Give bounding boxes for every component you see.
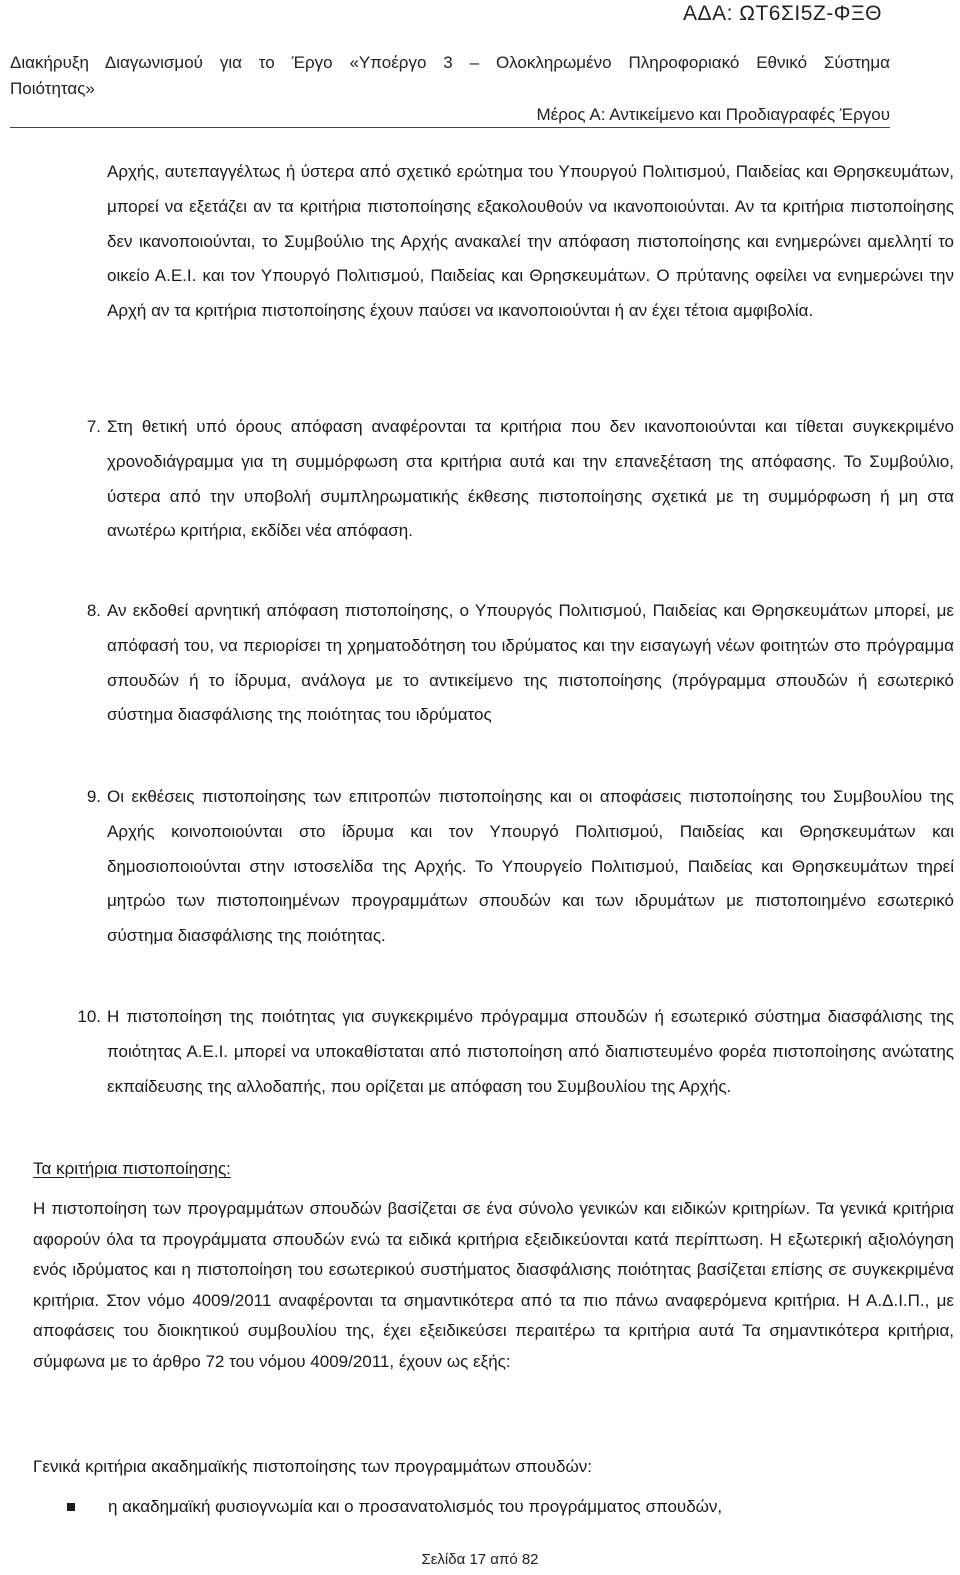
continuation-paragraph: Αρχής, αυτεπαγγέλτως ή ύστερα από σχετικό ερώτημα του Υπουργού Πολιτισμού, Παιδείας και Θρησκευμάτων, μπορεί να εξετάζει αν τα κριτήρια πιστοποίησης εξακολουθούν να ικανοποιούνται. Αν τα κριτήρια πιστοποίησης δεν ικανοποιούνται, το Συμβούλιο της Αρχής ανακαλεί την απόφαση πιστοποίησης και ενημερώνει αμελλητί το οικείο Α.Ε.Ι. και τον Υπουργό Πολιτισμού, Παιδείας και Θρησκευμάτων. Ο πρύτανης οφείλει να ενημερώνει την Αρχή αν τα κριτήρια πιστοποίησης έχουν παύσει να ικανοποιούνται ή αν έχει τέτοια αμφιβολία. xyxy=(107,162,954,321)
list-number: 8. xyxy=(86,601,101,620)
list-number: 9. xyxy=(86,787,101,806)
header-rule xyxy=(10,127,890,128)
criteria-title: Γενικά κριτήρια ακαδημαϊκής πιστοποίησης των προγραμμάτων σπουδών: xyxy=(33,1457,592,1476)
header-title-line2: Ποιότητας» xyxy=(10,79,95,98)
list-item-7 xyxy=(86,410,954,549)
section-paragraph: Η πιστοποίηση των προγραμμάτων σπουδών βασίζεται σε ένα σύνολο γενικών και ειδικών κριτηρίων. Τα γενικά κριτήρια αφορούν όλα τα προγράμματα σπουδών ενώ τα ειδικά κριτήρια εξειδικεύονται κατά περίπτωση. Η εξωτερική αξιολόγηση ενός ιδρύματος και η πιστοποίηση του εσωτερικού συστήματος διασφάλισης ποιότητας βασίζεται επίσης σε συγκεκριμένα κριτήρια. Στον νόμο 4009/2011 αναφέρονται τα σημαντικότερα από τα πιο πάνω αναφερόμενα κριτήρια. Η Α.Δ.Ι.Π., με αποφάσεις του διοικητικού συμβουλίου της, έχει εξειδικεύσει περαιτέρω τα κριτήρια αυτά Τα σημαντικότερα κριτήρια, σύμφωνα με το άρθρο 72 του νόμου 4009/2011, έχουν ως εξής: xyxy=(33,1199,954,1371)
list-number: 10. xyxy=(77,1007,101,1026)
list-item-8 xyxy=(86,594,954,733)
page-footer: Σελίδα 17 από 82 xyxy=(421,1551,539,1568)
list-item-text: Αν εκδοθεί αρνητική απόφαση πιστοποίησης, ο Υπουργός Πολιτισμού, Παιδείας και Θρησκευμάτων μπορεί, με απόφασή του, να περιορίσει τη χρηματοδότηση του ιδρύματος και την εισαγωγή νέων φοιτητών στο πρόγραμμα σπουδών ή το ίδρυμα, ανάλογα με το αντικείμενο της πιστοποίησης (πρόγραμμα σπουδών ή εσωτερικό σύστημα διασφάλισης της ποιότητας του ιδρύματος xyxy=(107,601,954,725)
list-number: 7. xyxy=(86,417,101,436)
list-item-text: Στη θετική υπό όρους απόφαση αναφέρονται τα κριτήρια που δεν ικανοποιούνται και τίθεται συγκεκριμένο χρονοδιάγραμμα για τη συμμόρφωση στα κριτήρια αυτά και την επανεξέταση της απόφασης. Το Συμβούλιο, ύστερα από την υποβολή συμπληρωματικής έκθεσης πιστοποίησης σχετικά με τη συμμόρφωση ή μη στα ανωτέρω κριτήρια, εκδίδει νέα απόφαση. xyxy=(107,417,954,541)
list-item-9 xyxy=(86,780,954,954)
bullet-text: η ακαδημαϊκή φυσιογνωμία και ο προσανατολισμός του προγράμματος σπουδών, xyxy=(108,1497,723,1516)
list-item-text: Οι εκθέσεις πιστοποίησης των επιτροπών πιστοποίησης και οι αποφάσεις πιστοποίησης του Συμβουλίου της Αρχής κοινοποιούνται στο ίδρυμα και τον Υπουργό Πολιτισμού, Παιδείας και Θρησκευμάτων και δημοσιοποιούνται στην ιστοσελίδα της Αρχής. Το Υπουργείο Πολιτισμού, Παιδείας και Θρησκευμάτων τηρεί μητρώο των πιστοποιημένων προγραμμάτων σπουδών και των ιδρυμάτων με πιστοποιημένο εσωτερικό σύστημα διασφάλισης της ποιότητας. xyxy=(107,787,954,946)
bullet-item xyxy=(67,1494,722,1520)
square-bullet-icon xyxy=(67,1503,75,1511)
section-title: Τα κριτήρια πιστοποίησης: xyxy=(33,1159,231,1178)
header-title-line1: Διακήρυξη Διαγωνισμού για το Έργο «Υποέργο 3 – Ολοκληρωμένο Πληροφοριακό Εθνικό Σύστημα xyxy=(10,53,890,72)
document-header xyxy=(10,50,890,128)
list-item-text: Η πιστοποίηση της ποιότητας για συγκεκριμένο πρόγραμμα σπουδών ή εσωτερικό σύστημα διασφάλισης της ποιότητας Α.Ε.Ι. μπορεί να υποκαθίσταται από πιστοποίηση από διαπιστευμένο φορέα πιστοποίησης ανώτατης εκπαίδευσης της αλλοδαπής, που ορίζεται με απόφαση του Συμβουλίου της Αρχής. xyxy=(107,1007,954,1096)
header-section-label: Μέρος Α: Αντικείμενο και Προδιαγραφές Έργου xyxy=(536,105,890,124)
list-item-10 xyxy=(77,1000,954,1104)
ada-code: ΑΔΑ: ΩΤ6ΣΙ5Ζ-ΦΞΘ xyxy=(683,2,882,25)
